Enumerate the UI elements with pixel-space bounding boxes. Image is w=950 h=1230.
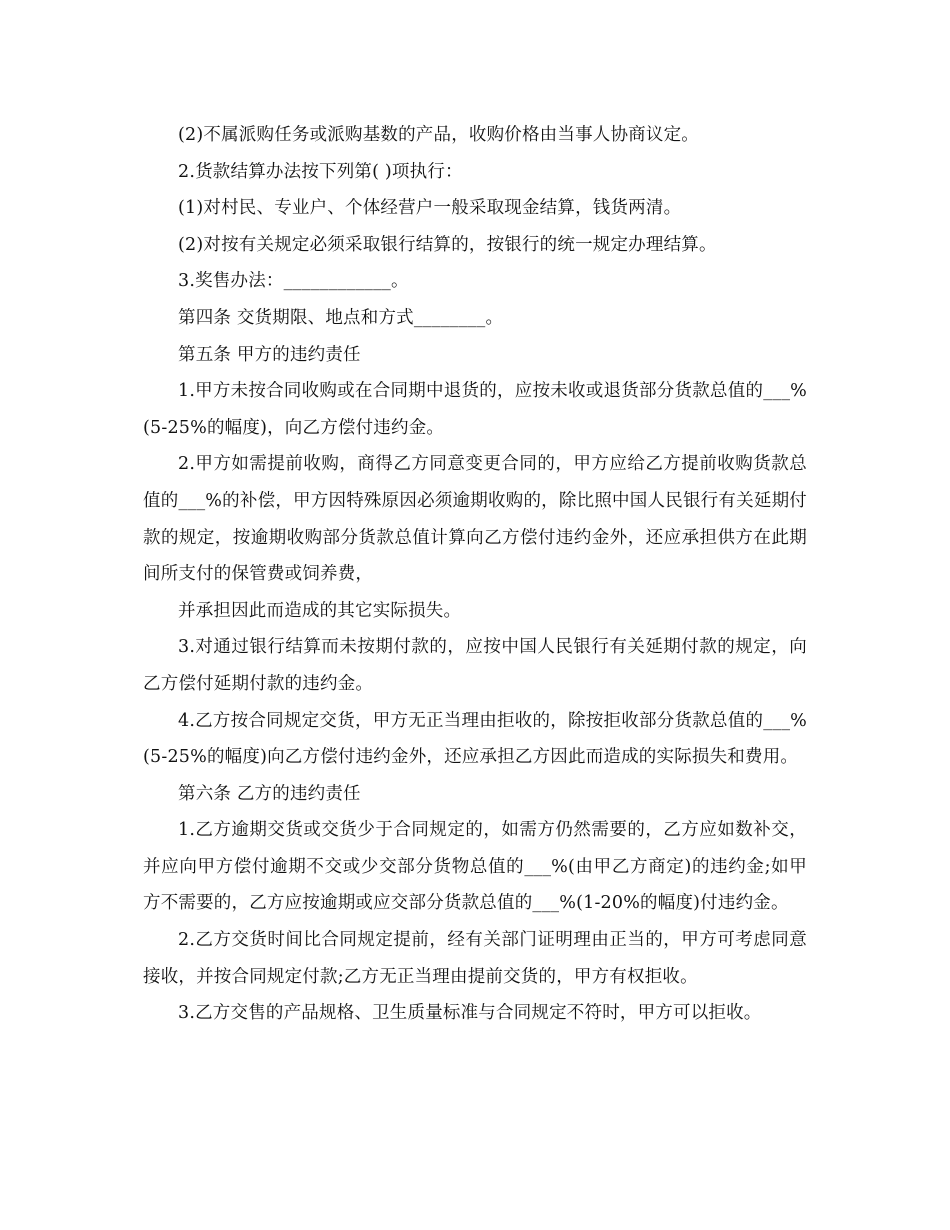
paragraph-4: (2)对按有关规定必须采取银行结算的，按银行的统一规定办理结算。 <box>178 234 717 255</box>
paragraph-10: 并承担因此而造成的其它实际损失。 <box>178 600 462 621</box>
paragraph-1: (2)不属派购任务或派购基数的产品，收购价格由当事人协商议定。 <box>178 125 699 145</box>
paragraph-2: 2.货款结算办法按下列第( )项执行： <box>178 161 463 182</box>
paragraph-16: 3.乙方交售的产品规格、卫生质量标准与合同规定不符时，甲方可以拒收。 <box>178 1003 762 1024</box>
paragraph-14: 1.乙方逾期交货或交货少于合同规定的，如需方仍然需要的，乙方应如数补交，并应向甲方偿付逾期不交或少交部分货物总值的___%(由甲乙方商定)的违约金;如甲方不需要的，乙方应按逾期或应交部分货款总值的___%(1-20%的幅度)付违约金。 <box>143 820 807 914</box>
paragraph-3: (1)对村民、专业户、个体经营户一般采取现金结算，钱货两清。 <box>178 198 682 219</box>
paragraph-11: 3.对通过银行结算而未按期付款的，应按中国人民银行有关延期付款的规定，向乙方偿付延期付款的违约金。 <box>143 637 807 694</box>
article-5-heading: 第五条 甲方的违约责任 <box>178 344 361 365</box>
article-4-heading: 第四条 交货期限、地点和方式________。 <box>178 307 504 328</box>
paragraph-12: 4.乙方按合同规定交货，甲方无正当理由拒收的，除按拒收部分货款总值的___%(5-25%的幅度)向乙方偿付违约金外，还应承担乙方因此而造成的实际损失和费用。 <box>143 710 807 768</box>
paragraph-5: 3.奖售办法：____________。 <box>178 271 409 292</box>
paragraph-8: 1.甲方未按合同收购或在合同期中退货的，应按未收或退货部分货款总值的___%(5-25%的幅度)，向乙方偿付违约金。 <box>143 381 807 438</box>
paragraph-15: 2.乙方交货时间比合同规定提前，经有关部门证明理由正当的，甲方可考虑同意接收，并按合同规定付款;乙方无正当理由提前交货的，甲方有权拒收。 <box>143 930 807 987</box>
paragraph-9: 2.甲方如需提前收购，商得乙方同意变更合同的，甲方应给乙方提前收购货款总值的___%的补偿，甲方因特殊原因必须逾期收购的，除比照中国人民银行有关延期付款的规定，按逾期收购部分货款总值计算向乙方偿付违约金外，还应承担供方在此期间所支付的保管费或饲养费， <box>143 454 807 585</box>
article-6-heading: 第六条 乙方的违约责任 <box>178 783 361 804</box>
